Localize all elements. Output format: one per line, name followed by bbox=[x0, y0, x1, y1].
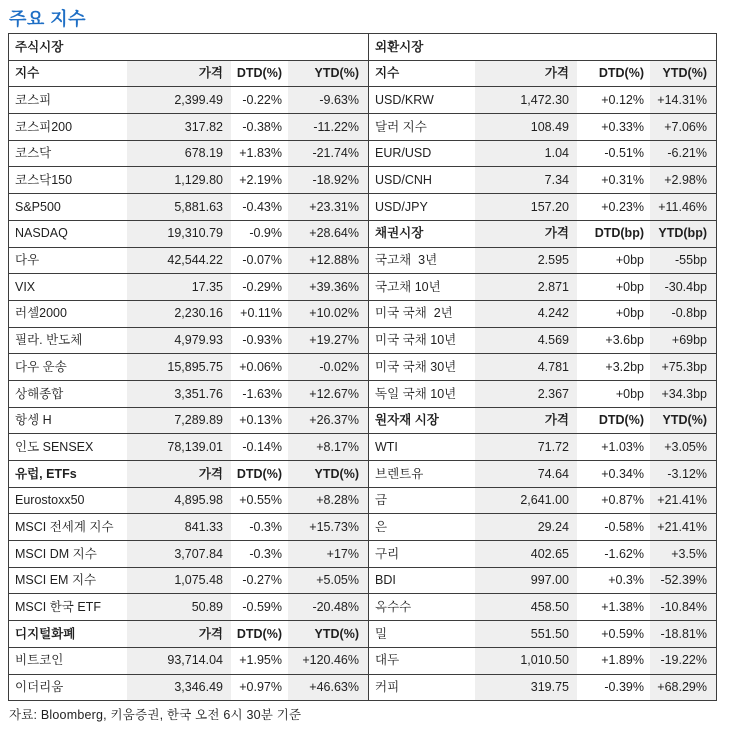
cell-ytd: +39.36% bbox=[288, 274, 368, 300]
table-row bbox=[369, 541, 716, 568]
cell-price: 2.367 bbox=[475, 381, 577, 407]
table-row bbox=[369, 167, 716, 194]
cell-index-name: 미국 국채 30년 bbox=[375, 359, 457, 374]
section-header-row bbox=[369, 61, 716, 88]
cell-dtd: +0.3% bbox=[608, 573, 644, 588]
cell-dtd: +0.13% bbox=[239, 413, 282, 428]
cell-index-name: 다우 운송 bbox=[15, 359, 67, 374]
table-row bbox=[369, 114, 716, 141]
cell-index-name: MSCI 전세계 지수 bbox=[15, 519, 114, 534]
cell-ytd: +15.73% bbox=[288, 514, 368, 540]
cell-dtd: -0.43% bbox=[242, 199, 282, 214]
cell-price: 402.65 bbox=[475, 541, 577, 567]
cell-ytd: +23.31% bbox=[288, 194, 368, 220]
cell-index-name: 독일 국채 10년 bbox=[375, 386, 457, 401]
table-row bbox=[9, 488, 368, 515]
cell-dtd: DTD(bp) bbox=[594, 226, 644, 241]
cell-index-name: MSCI 한국 ETF bbox=[15, 600, 101, 615]
cell-price: 319.75 bbox=[475, 675, 577, 701]
cell-dtd: -0.3% bbox=[249, 519, 282, 534]
cell-dtd: -0.14% bbox=[242, 439, 282, 454]
cell-dtd: -0.22% bbox=[242, 92, 282, 107]
cell-dtd: +0.97% bbox=[239, 680, 282, 695]
table-row bbox=[369, 648, 716, 675]
cell-price: 2.871 bbox=[475, 274, 577, 300]
cell-ytd: +75.3bp bbox=[650, 354, 716, 380]
cell-index-name: USD/JPY bbox=[375, 199, 428, 214]
cell-price: 71.72 bbox=[475, 434, 577, 460]
cell-dtd: +0.23% bbox=[601, 199, 644, 214]
cell-index-name: 외환시장 bbox=[375, 39, 424, 54]
cell-dtd: DTD(%) bbox=[236, 66, 282, 81]
section-header-row bbox=[9, 61, 368, 88]
cell-ytd: YTD(%) bbox=[650, 61, 716, 87]
table-row bbox=[9, 675, 368, 702]
cell-price: 29.24 bbox=[475, 514, 577, 540]
cell-price: 1,472.30 bbox=[475, 87, 577, 113]
cell-ytd: -30.4bp bbox=[650, 274, 716, 300]
cell-ytd: -0.8bp bbox=[650, 301, 716, 327]
cell-price: 997.00 bbox=[475, 568, 577, 594]
cell-dtd: +0.12% bbox=[601, 92, 644, 107]
cell-price: 1.04 bbox=[475, 141, 577, 167]
cell-price: 551.50 bbox=[475, 621, 577, 647]
cell-ytd: +26.37% bbox=[288, 408, 368, 434]
cell-price: 317.82 bbox=[127, 114, 231, 140]
cell-price: 가격 bbox=[475, 408, 577, 434]
table-row bbox=[9, 87, 368, 114]
cell-price: 4.242 bbox=[475, 301, 577, 327]
cell-price: 7.34 bbox=[475, 167, 577, 193]
cell-dtd: +0.59% bbox=[601, 626, 644, 641]
cell-price: 157.20 bbox=[475, 194, 577, 220]
cell-index-name: USD/CNH bbox=[375, 173, 432, 188]
cell-price: 50.89 bbox=[127, 594, 231, 620]
cell-dtd: -0.93% bbox=[242, 333, 282, 348]
cell-ytd: +10.02% bbox=[288, 301, 368, 327]
cell-dtd: -0.58% bbox=[604, 519, 644, 534]
table-row bbox=[9, 541, 368, 568]
cell-index-name: 원자재 시장 bbox=[375, 413, 439, 428]
cell-ytd: +34.3bp bbox=[650, 381, 716, 407]
cell-dtd: DTD(%) bbox=[236, 626, 282, 641]
cell-ytd: -18.81% bbox=[650, 621, 716, 647]
cell-index-name: 브렌트유 bbox=[375, 466, 424, 481]
section-header-row bbox=[9, 621, 368, 648]
cell-dtd: +0.34% bbox=[601, 466, 644, 481]
cell-ytd: +19.27% bbox=[288, 328, 368, 354]
cell-ytd: YTD(%) bbox=[288, 61, 368, 87]
cell-ytd: +8.17% bbox=[288, 434, 368, 460]
cell-index-name: BDI bbox=[375, 573, 396, 588]
cell-dtd: +0.55% bbox=[239, 493, 282, 508]
cell-price: 78,139.01 bbox=[127, 434, 231, 460]
page-title: 주요 지수 bbox=[9, 9, 87, 29]
cell-price: 108.49 bbox=[475, 114, 577, 140]
section-header-row bbox=[9, 461, 368, 488]
table-row bbox=[9, 167, 368, 194]
cell-ytd: -6.21% bbox=[650, 141, 716, 167]
cell-index-name: 러셀2000 bbox=[15, 306, 67, 321]
cell-ytd: +14.31% bbox=[650, 87, 716, 113]
cell-price: 678.19 bbox=[127, 141, 231, 167]
section-header-row bbox=[369, 408, 716, 435]
cell-price: 가격 bbox=[127, 621, 231, 647]
cell-index-name: 달러 지수 bbox=[375, 119, 427, 134]
cell-index-name: 국고채 3년 bbox=[375, 253, 438, 268]
cell-index-name: 이더리움 bbox=[15, 680, 64, 695]
table-row bbox=[369, 675, 716, 702]
cell-index-name: 지수 bbox=[375, 66, 400, 81]
cell-dtd: +0.06% bbox=[239, 359, 282, 374]
cell-index-name: 유럽, ETFs bbox=[15, 466, 77, 481]
cell-ytd: +17% bbox=[288, 541, 368, 567]
table-row bbox=[9, 381, 368, 408]
cell-index-name: USD/KRW bbox=[375, 92, 434, 107]
cell-ytd: +21.41% bbox=[650, 514, 716, 540]
cell-dtd: +3.2bp bbox=[605, 359, 644, 374]
cell-index-name: 지수 bbox=[15, 66, 40, 81]
cell-price: 17.35 bbox=[127, 274, 231, 300]
cell-price: 841.33 bbox=[127, 514, 231, 540]
cell-ytd: +68.29% bbox=[650, 675, 716, 701]
cell-dtd: +1.03% bbox=[601, 439, 644, 454]
cell-ytd: +12.88% bbox=[288, 248, 368, 274]
section-header-row bbox=[369, 221, 716, 248]
table-row bbox=[9, 141, 368, 168]
table-row bbox=[369, 141, 716, 168]
cell-index-name: 코스피200 bbox=[15, 119, 73, 134]
cell-index-name: 상해종합 bbox=[15, 386, 64, 401]
cell-dtd bbox=[231, 34, 288, 60]
cell-price bbox=[475, 34, 577, 60]
cell-ytd: -11.22% bbox=[288, 114, 368, 140]
cell-dtd: +0.87% bbox=[601, 493, 644, 508]
table-row bbox=[369, 594, 716, 621]
indices-tables bbox=[8, 33, 717, 701]
table-row bbox=[369, 488, 716, 515]
cell-price: 42,544.22 bbox=[127, 248, 231, 274]
cell-ytd: -52.39% bbox=[650, 568, 716, 594]
section-header-row bbox=[369, 34, 716, 61]
cell-dtd: -0.51% bbox=[604, 146, 644, 161]
cell-price: 2,399.49 bbox=[127, 87, 231, 113]
cell-ytd bbox=[288, 34, 368, 60]
cell-price: 1,075.48 bbox=[127, 568, 231, 594]
cell-price: 4.569 bbox=[475, 328, 577, 354]
table-row bbox=[9, 221, 368, 248]
table-row bbox=[369, 301, 716, 328]
cell-index-name: 채권시장 bbox=[375, 226, 424, 241]
cell-price: 458.50 bbox=[475, 594, 577, 620]
cell-index-name: VIX bbox=[15, 279, 36, 294]
cell-ytd: +2.98% bbox=[650, 167, 716, 193]
cell-price bbox=[127, 34, 231, 60]
table-row bbox=[9, 328, 368, 355]
cell-index-name: 코스닥 bbox=[15, 146, 52, 161]
cell-dtd: -0.59% bbox=[242, 600, 282, 615]
cell-dtd: +1.89% bbox=[601, 653, 644, 668]
cell-index-name: 디지털화폐 bbox=[15, 626, 76, 641]
cell-ytd bbox=[650, 34, 716, 60]
cell-dtd: -0.29% bbox=[242, 279, 282, 294]
cell-dtd: +0bp bbox=[615, 279, 644, 294]
cell-price: 93,714.04 bbox=[127, 648, 231, 674]
cell-index-name: 비트코인 bbox=[15, 653, 64, 668]
cell-index-name: NASDAQ bbox=[15, 226, 68, 241]
cell-price: 2.595 bbox=[475, 248, 577, 274]
cell-index-name: 미국 국채 2년 bbox=[375, 306, 453, 321]
table-row bbox=[369, 381, 716, 408]
cell-index-name: 대두 bbox=[375, 653, 400, 668]
cell-dtd: +0bp bbox=[615, 253, 644, 268]
cell-price: 가격 bbox=[475, 61, 577, 87]
cell-dtd: +1.95% bbox=[239, 653, 282, 668]
table-row bbox=[9, 434, 368, 461]
cell-index-name: 인도 SENSEX bbox=[15, 439, 94, 454]
cell-ytd: +11.46% bbox=[650, 194, 716, 220]
cell-price: 3,707.84 bbox=[127, 541, 231, 567]
table-row bbox=[369, 568, 716, 595]
cell-dtd: +0bp bbox=[615, 306, 644, 321]
cell-dtd: +2.19% bbox=[239, 173, 282, 188]
cell-dtd: DTD(%) bbox=[598, 413, 644, 428]
cell-index-name: 항셍 H bbox=[15, 413, 52, 428]
cell-dtd: +1.83% bbox=[239, 146, 282, 161]
cell-ytd: +7.06% bbox=[650, 114, 716, 140]
cell-dtd: -0.9% bbox=[249, 226, 282, 241]
cell-ytd: +69bp bbox=[650, 328, 716, 354]
cell-index-name: 다우 bbox=[15, 253, 40, 268]
cell-price: 2,641.00 bbox=[475, 488, 577, 514]
cell-index-name: 주식시장 bbox=[15, 39, 64, 54]
cell-dtd: -0.07% bbox=[242, 253, 282, 268]
cell-ytd: +46.63% bbox=[288, 675, 368, 701]
cell-ytd: -3.12% bbox=[650, 461, 716, 487]
table-row bbox=[9, 274, 368, 301]
cell-ytd: -55bp bbox=[650, 248, 716, 274]
cell-ytd: -20.48% bbox=[288, 594, 368, 620]
cell-index-name: 구리 bbox=[375, 546, 400, 561]
cell-dtd: DTD(%) bbox=[236, 466, 282, 481]
table-row bbox=[369, 621, 716, 648]
stock-market-table bbox=[8, 34, 369, 701]
table-row bbox=[9, 514, 368, 541]
table-row bbox=[9, 301, 368, 328]
cell-ytd: -21.74% bbox=[288, 141, 368, 167]
cell-dtd: +3.6bp bbox=[605, 333, 644, 348]
cell-index-name: EUR/USD bbox=[375, 146, 432, 161]
cell-dtd: +0.31% bbox=[601, 173, 644, 188]
cell-index-name: 은 bbox=[375, 519, 388, 534]
cell-ytd: YTD(%) bbox=[288, 461, 368, 487]
table-row bbox=[369, 87, 716, 114]
cell-index-name: 국고채 10년 bbox=[375, 279, 441, 294]
cell-index-name: S&P500 bbox=[15, 199, 61, 214]
cell-dtd: -1.63% bbox=[242, 386, 282, 401]
cell-dtd: +0.33% bbox=[601, 119, 644, 134]
table-row bbox=[369, 514, 716, 541]
cell-price: 74.64 bbox=[475, 461, 577, 487]
cell-index-name: WTI bbox=[375, 439, 398, 454]
cell-ytd: +8.28% bbox=[288, 488, 368, 514]
cell-ytd: -0.02% bbox=[288, 354, 368, 380]
table-row bbox=[369, 354, 716, 381]
cell-price: 15,895.75 bbox=[127, 354, 231, 380]
cell-ytd: -18.92% bbox=[288, 167, 368, 193]
cell-dtd: -0.38% bbox=[242, 119, 282, 134]
cell-dtd: +0bp bbox=[615, 386, 644, 401]
cell-price: 4,979.93 bbox=[127, 328, 231, 354]
cell-ytd: +120.46% bbox=[288, 648, 368, 674]
cell-price: 가격 bbox=[127, 61, 231, 87]
cell-dtd: -0.3% bbox=[249, 546, 282, 561]
cell-index-name: 필라. 반도체 bbox=[15, 333, 83, 348]
cell-index-name: MSCI EM 지수 bbox=[15, 573, 97, 588]
table-row bbox=[9, 648, 368, 675]
cell-price: 4,895.98 bbox=[127, 488, 231, 514]
table-row bbox=[9, 248, 368, 275]
cell-price: 가격 bbox=[475, 221, 577, 247]
cell-index-name: 코스피 bbox=[15, 92, 52, 107]
cell-dtd: +0.11% bbox=[240, 306, 282, 321]
table-row bbox=[369, 274, 716, 301]
cell-ytd: -9.63% bbox=[288, 87, 368, 113]
cell-ytd: +3.05% bbox=[650, 434, 716, 460]
cell-ytd: +28.64% bbox=[288, 221, 368, 247]
table-row bbox=[369, 434, 716, 461]
cell-ytd: -10.84% bbox=[650, 594, 716, 620]
cell-price: 1,129.80 bbox=[127, 167, 231, 193]
cell-price: 3,346.49 bbox=[127, 675, 231, 701]
cell-ytd: +21.41% bbox=[650, 488, 716, 514]
cell-ytd: YTD(%) bbox=[650, 408, 716, 434]
cell-ytd: YTD(%) bbox=[288, 621, 368, 647]
table-row bbox=[9, 354, 368, 381]
table-row bbox=[9, 594, 368, 621]
fx-bond-commodity-table bbox=[369, 34, 717, 701]
cell-ytd: -19.22% bbox=[650, 648, 716, 674]
cell-ytd: +3.5% bbox=[650, 541, 716, 567]
cell-ytd: +12.67% bbox=[288, 381, 368, 407]
cell-price: 4.781 bbox=[475, 354, 577, 380]
table-row bbox=[369, 194, 716, 221]
cell-price: 3,351.76 bbox=[127, 381, 231, 407]
cell-index-name: 미국 국채 10년 bbox=[375, 333, 457, 348]
table-row bbox=[369, 248, 716, 275]
table-row bbox=[9, 568, 368, 595]
cell-dtd: -0.27% bbox=[242, 573, 282, 588]
cell-index-name: 커피 bbox=[375, 680, 400, 695]
source-note: 자료: Bloomberg, 키움증권, 한국 오전 6시 30분 기준 bbox=[9, 708, 302, 722]
section-header-row bbox=[9, 34, 368, 61]
cell-price: 7,289.89 bbox=[127, 408, 231, 434]
table-row bbox=[9, 408, 368, 435]
table-row bbox=[369, 328, 716, 355]
cell-index-name: 밀 bbox=[375, 626, 388, 641]
cell-index-name: MSCI DM 지수 bbox=[15, 546, 97, 561]
table-row bbox=[9, 194, 368, 221]
cell-price: 5,881.63 bbox=[127, 194, 231, 220]
table-row bbox=[369, 461, 716, 488]
cell-dtd: -0.39% bbox=[604, 680, 644, 695]
cell-price: 2,230.16 bbox=[127, 301, 231, 327]
cell-ytd: YTD(bp) bbox=[650, 221, 716, 247]
cell-price: 가격 bbox=[127, 461, 231, 487]
cell-index-name: 코스닥150 bbox=[15, 173, 73, 188]
cell-index-name: 옥수수 bbox=[375, 600, 412, 615]
cell-index-name: Eurostoxx50 bbox=[15, 493, 85, 508]
cell-dtd: DTD(%) bbox=[598, 66, 644, 81]
cell-index-name: 금 bbox=[375, 493, 388, 508]
cell-ytd: +5.05% bbox=[288, 568, 368, 594]
cell-price: 1,010.50 bbox=[475, 648, 577, 674]
cell-dtd: +1.38% bbox=[601, 600, 644, 615]
cell-dtd bbox=[577, 34, 650, 60]
cell-dtd: -1.62% bbox=[604, 546, 644, 561]
table-row bbox=[9, 114, 368, 141]
cell-price: 19,310.79 bbox=[127, 221, 231, 247]
